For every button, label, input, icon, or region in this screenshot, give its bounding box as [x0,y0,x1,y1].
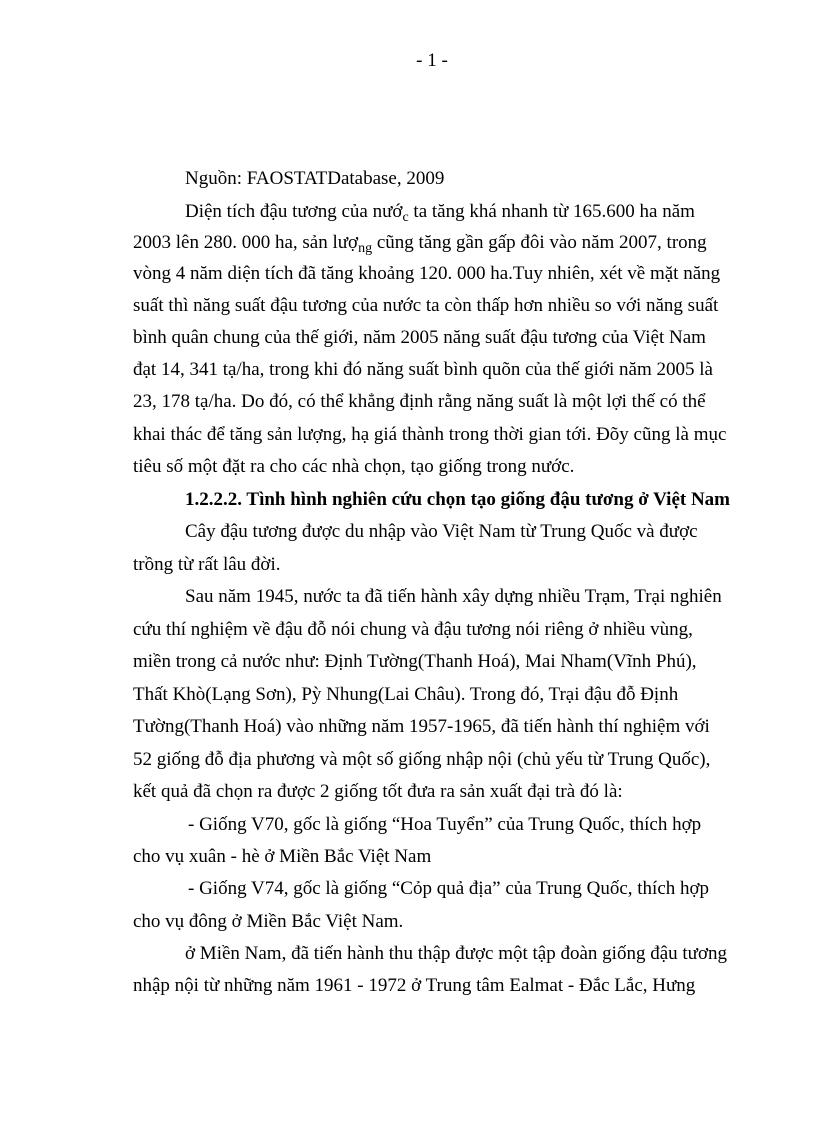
paragraph1-line4: suất thì năng suất đậu tương của nước ta còn thấp hơn nhiều so với năng suất [133,295,719,316]
section-heading: 1.2.2.2. Tình hình nghiên cứu chọn tạo giống đậu tương ở Việt Nam [185,489,731,510]
paragraph1-line3: vòng 4 năm diện tích đã tăng khoảng 120. 000 ha.Tuy nhiên, xét về mặt năng [133,263,721,284]
paragraph1-line9: tiêu số một đặt ra cho các nhà chọn, tạo giống trong nước. [133,456,575,477]
paragraph3-line5: Tường(Thanh Hoá) vào những năm 1957-1965, đã tiến hành thí nghiệm với [133,716,710,737]
paragraph2-line1: Cây đậu tương được du nhập vào Việt Nam từ Trung Quốc và được [185,521,698,542]
paragraph1-line8: khai thác để tăng sản lượng, hạ giá thành trong thời gian tới. Đõy cũng là mục [133,424,727,445]
source-note: Nguồn: FAOSTATDatabase, 2009 [185,168,445,189]
bullet2-line2: cho vụ đông ở Miền Bắc Việt Nam. [133,911,404,932]
bullet2-line1: - Giống V74, gốc là giống “Cỏp quả địa” của Trung Quốc, thích hợp [188,878,710,899]
paragraph3-line4: Thất Khò(Lạng Sơn), Pỳ Nhung(Lai Châu). Trong đó, Trại đậu đỗ Định [133,684,679,705]
paragraph3-line7: kết quả đã chọn ra được 2 giống tốt đưa ra sản xuất đại trà đó là: [133,781,623,802]
paragraph3-line1: Sau năm 1945, nước ta đã tiến hành xây dựng nhiều Trạm, Trại nghiên [185,586,722,607]
paragraph1-line2: 2003 lên 280. 000 ha, sản lượ$_{ng}$ cũng tăng gần gấp đôi vào năm 2007, trong [133,232,707,256]
paragraph3-line6: 52 giống đỗ địa phương và một số giống nhập nội (chủ yếu từ Trung Quốc), [133,749,711,770]
bullet1-line1: - Giống V70, gốc là giống “Hoa Tuyển” của Trung Quốc, thích hợp [188,814,702,835]
paragraph1-line7: 23, 178 tạ/ha. Do đó, có thể khẳng định rằng năng suất là một lợi thế có thể [133,391,706,412]
paragraph1-line5: bình quân chung của thế giới, năm 2005 năng suất đậu tương của Việt Nam [133,327,706,348]
paragraph1-line6: đạt 14, 341 tạ/ha, trong khi đó năng suất bình quõn của thế giới năm 2005 là [133,359,713,380]
bullet1-line2: cho vụ xuân - hè ở Miền Bắc Việt Nam [133,846,432,867]
paragraph1-line1: Diện tích đậu tương của nướ$_c$ ta tăng khá nhanh từ 165.600 ha năm [185,201,695,225]
paragraph3-line2: cứu thí nghiệm về đậu đỗ nói chung và đậu tương nói riêng ở nhiều vùng, [133,619,693,640]
paragraph3-line3: miền trong cả nước như: Định Tường(Thanh Hoá), Mai Nham(Vĩnh Phú), [133,651,697,672]
paragraph4-line2: nhập nội từ những năm 1961 - 1972 ở Trung tâm Ealmat - Đắc Lắc, Hưng [133,975,696,996]
paragraph4-line1: ở Miền Nam, đã tiến hành thu thập được một tập đoàn giống đậu tương [185,943,728,964]
paragraph2-line2: trồng từ rất lâu đời. [133,554,281,575]
page-number: - 1 - [416,50,448,71]
